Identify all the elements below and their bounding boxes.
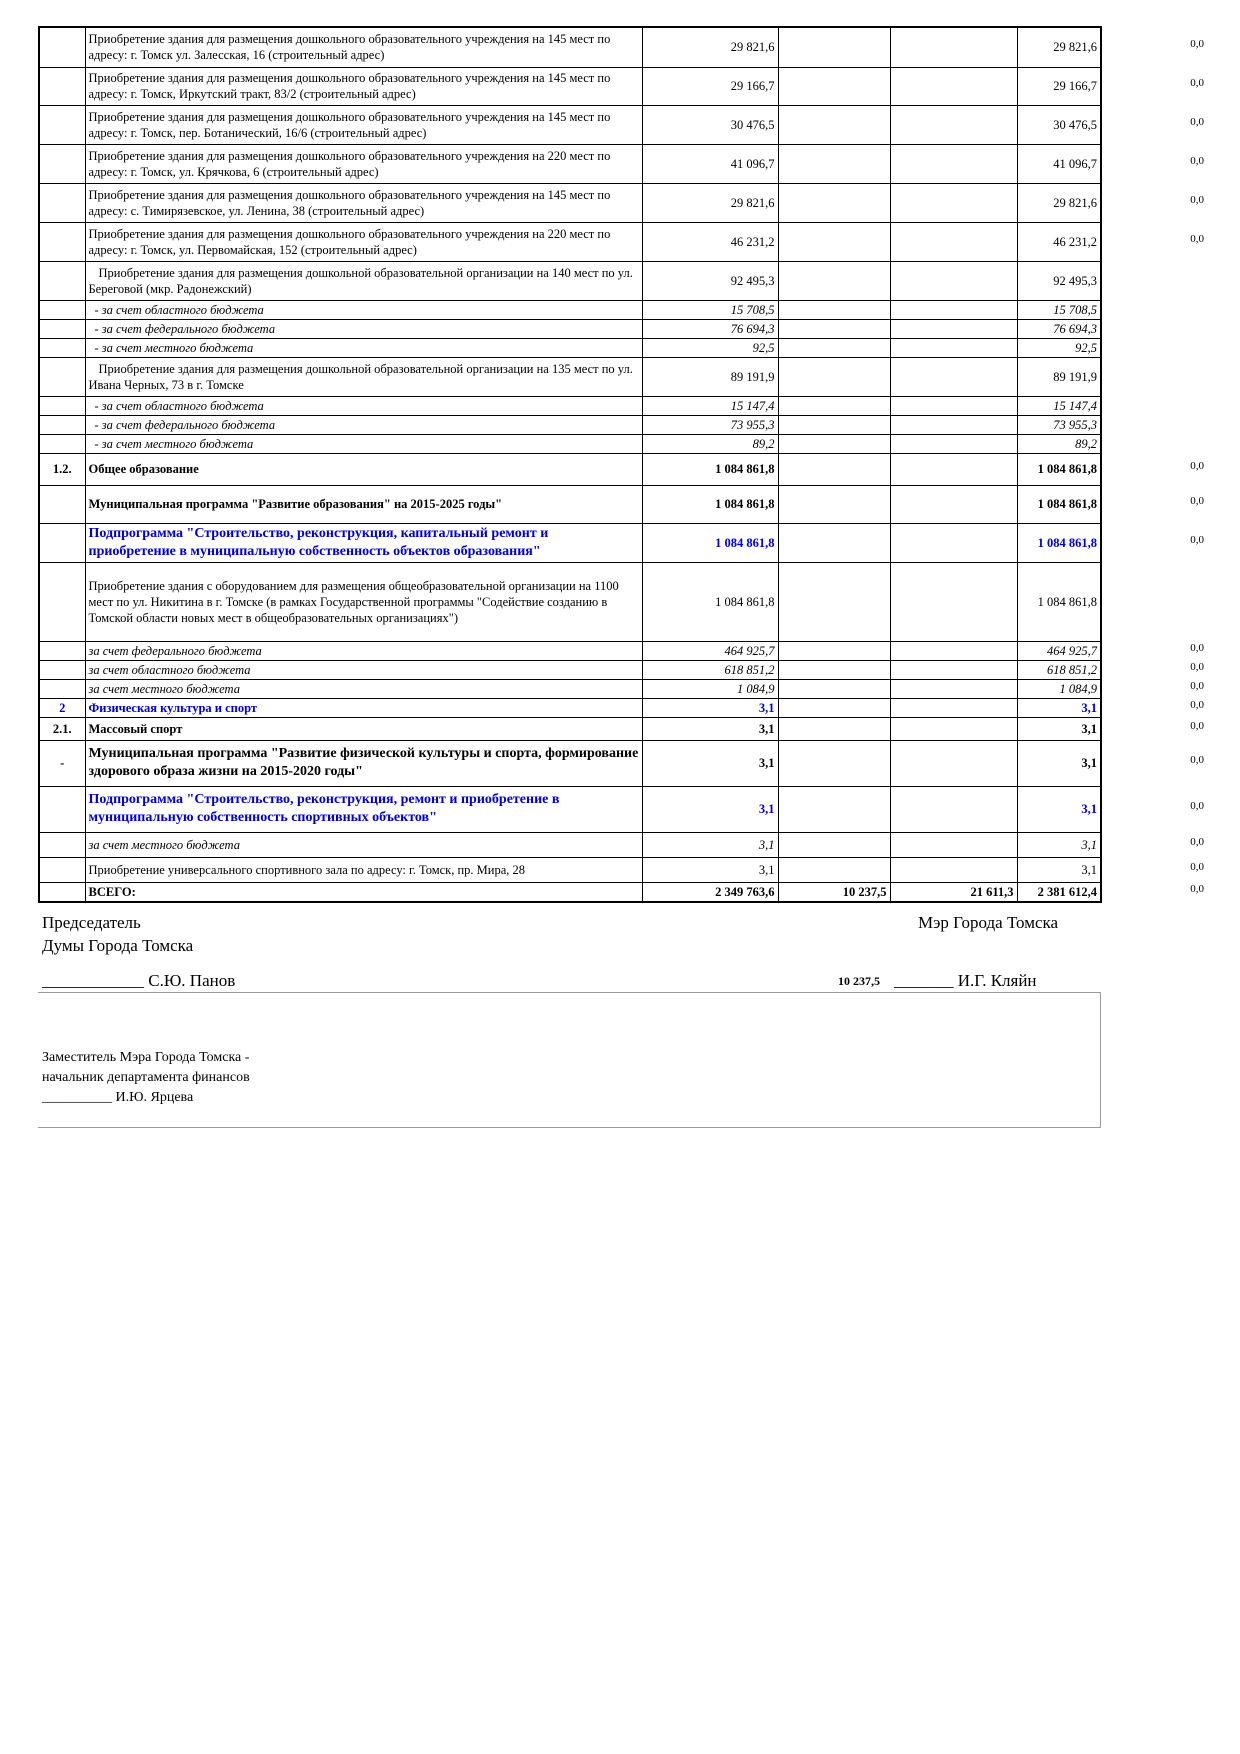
side-value: 0,0 — [1190, 698, 1204, 711]
row-name: ВСЕГО: — [85, 882, 642, 902]
row-amount-c2 — [778, 857, 890, 882]
row-amount-c2 — [778, 338, 890, 357]
row-amount-c3 — [890, 357, 1017, 396]
row-amount-c4: 73 955,3 — [1017, 415, 1101, 434]
row-amount-c4: 15 708,5 — [1017, 300, 1101, 319]
side-value: 0,0 — [1190, 860, 1204, 873]
table-row — [39, 144, 1101, 183]
row-name: - за счет местного бюджета — [85, 338, 642, 357]
row-code — [39, 679, 85, 698]
row-code — [39, 261, 85, 300]
row-amount-c3 — [890, 562, 1017, 641]
row-amount-c1: 3,1 — [642, 857, 778, 882]
row-amount-c2 — [778, 786, 890, 832]
row-name: Приобретение здания для размещения дошкольного образовательного учреждения на 220 мест по адресу: г. Томск, ул. Первомайская, 152 (строительный адрес) — [85, 222, 642, 261]
row-code — [39, 660, 85, 679]
row-amount-c1: 3,1 — [642, 786, 778, 832]
row-name: - за счет местного бюджета — [85, 434, 642, 453]
row-code — [39, 485, 85, 523]
row-amount-c2 — [778, 27, 890, 67]
row-amount-c4: 46 231,2 — [1017, 222, 1101, 261]
row-amount-c3 — [890, 523, 1017, 562]
row-code — [39, 222, 85, 261]
row-amount-c1: 1 084,9 — [642, 679, 778, 698]
row-amount-c3 — [890, 453, 1017, 485]
row-code — [39, 786, 85, 832]
row-code — [39, 338, 85, 357]
row-amount-c4: 41 096,7 — [1017, 144, 1101, 183]
row-amount-c2 — [778, 144, 890, 183]
row-name: Приобретение универсального спортивного зала по адресу: г. Томск, пр. Мира, 28 — [85, 857, 642, 882]
row-amount-c4: 15 147,4 — [1017, 396, 1101, 415]
row-amount-c1: 3,1 — [642, 740, 778, 786]
table-row — [39, 183, 1101, 222]
table-row — [39, 261, 1101, 300]
table-row — [39, 857, 1101, 882]
row-amount-c4: 1 084,9 — [1017, 679, 1101, 698]
deputy-title-line2: начальник департамента финансов — [42, 1070, 250, 1085]
row-amount-c3 — [890, 434, 1017, 453]
row-amount-c4: 2 381 612,4 — [1017, 882, 1101, 902]
row-amount-c3 — [890, 319, 1017, 338]
table-row — [39, 357, 1101, 396]
row-amount-c2 — [778, 485, 890, 523]
row-amount-c4: 3,1 — [1017, 717, 1101, 740]
side-value: 0,0 — [1190, 835, 1204, 848]
row-amount-c2 — [778, 679, 890, 698]
mayor-title: Мэр Города Томска — [918, 913, 1059, 932]
row-amount-c1: 3,1 — [642, 832, 778, 857]
row-name: Общее образование — [85, 453, 642, 485]
table-row — [39, 698, 1101, 717]
side-value: 0,0 — [1190, 115, 1204, 128]
row-code — [39, 27, 85, 67]
row-amount-c4: 29 821,6 — [1017, 27, 1101, 67]
row-amount-c1: 1 084 861,8 — [642, 453, 778, 485]
row-amount-c1: 3,1 — [642, 717, 778, 740]
row-amount-c1: 15 147,4 — [642, 396, 778, 415]
chairman-title-line1: Председатель — [42, 913, 141, 932]
row-code — [39, 144, 85, 183]
table-row — [39, 562, 1101, 641]
row-name: за счет областного бюджета — [85, 660, 642, 679]
table-row — [39, 222, 1101, 261]
table-row — [39, 740, 1101, 786]
table-row — [39, 660, 1101, 679]
row-amount-c2 — [778, 641, 890, 660]
row-code — [39, 882, 85, 902]
row-amount-c2 — [778, 222, 890, 261]
row-name: Приобретение здания для размещения дошкольной образовательной организации на 135 мест по ул. Ивана Черных, 73 в г. Томске — [85, 357, 642, 396]
side-value: 0,0 — [1190, 719, 1204, 732]
table-row — [39, 434, 1101, 453]
row-amount-c1: 618 851,2 — [642, 660, 778, 679]
row-amount-c3 — [890, 105, 1017, 144]
row-amount-c3 — [890, 300, 1017, 319]
table-row — [39, 786, 1101, 832]
row-amount-c2 — [778, 357, 890, 396]
row-amount-c3 — [890, 857, 1017, 882]
table-row — [39, 396, 1101, 415]
table-row — [39, 717, 1101, 740]
row-amount-c2 — [778, 183, 890, 222]
row-amount-c3 — [890, 183, 1017, 222]
row-amount-c2 — [778, 434, 890, 453]
table-row — [39, 415, 1101, 434]
row-amount-c1: 73 955,3 — [642, 415, 778, 434]
row-amount-c1: 89,2 — [642, 434, 778, 453]
row-amount-c1: 89 191,9 — [642, 357, 778, 396]
row-amount-c4: 618 851,2 — [1017, 660, 1101, 679]
row-name: Приобретение здания для размещения дошкольного образовательного учреждения на 220 мест по адресу: г. Томск, ул. Крячкова, 6 (строительный адрес) — [85, 144, 642, 183]
row-amount-c2 — [778, 562, 890, 641]
side-value: 0,0 — [1190, 660, 1204, 673]
row-amount-c1: 41 096,7 — [642, 144, 778, 183]
row-amount-c1: 2 349 763,6 — [642, 882, 778, 902]
row-name: Физическая культура и спорт — [85, 698, 642, 717]
table-row — [39, 338, 1101, 357]
table-row — [39, 27, 1101, 67]
row-amount-c2 — [778, 261, 890, 300]
row-code: - — [39, 740, 85, 786]
row-name: за счет местного бюджета — [85, 832, 642, 857]
row-amount-c3 — [890, 67, 1017, 105]
row-amount-c2 — [778, 67, 890, 105]
row-amount-c3 — [890, 740, 1017, 786]
chairman-title-line2: Думы Города Томска — [42, 936, 194, 955]
row-code: 1.2. — [39, 453, 85, 485]
row-name: - за счет областного бюджета — [85, 396, 642, 415]
row-amount-c3 — [890, 485, 1017, 523]
row-amount-c3 — [890, 786, 1017, 832]
mayor-amount: 10 237,5 — [838, 974, 880, 988]
row-amount-c2 — [778, 523, 890, 562]
row-amount-c4: 1 084 861,8 — [1017, 453, 1101, 485]
row-amount-c2 — [778, 415, 890, 434]
row-amount-c3 — [890, 396, 1017, 415]
row-amount-c2: 10 237,5 — [778, 882, 890, 902]
table-row — [39, 832, 1101, 857]
row-amount-c4: 1 084 861,8 — [1017, 485, 1101, 523]
table-body — [39, 27, 1101, 902]
row-name: Приобретение здания для размещения дошкольного образовательного учреждения на 145 мест по адресу: с. Тимирязевское, ул. Ленина, 38 (строительный адрес) — [85, 183, 642, 222]
table-row — [39, 67, 1101, 105]
row-name: Приобретение здания для размещения дошкольного образовательного учреждения на 145 мест по адресу: г. Томск ул. Залесская, 16 (строительный адрес) — [85, 27, 642, 67]
row-amount-c4: 3,1 — [1017, 786, 1101, 832]
row-name: - за счет федерального бюджета — [85, 319, 642, 338]
row-amount-c4: 3,1 — [1017, 698, 1101, 717]
row-name: Муниципальная программа "Развитие образования" на 2015-2025 годы" — [85, 485, 642, 523]
row-amount-c2 — [778, 300, 890, 319]
row-amount-c2 — [778, 660, 890, 679]
row-amount-c3 — [890, 641, 1017, 660]
row-amount-c2 — [778, 319, 890, 338]
row-amount-c1: 1 084 861,8 — [642, 485, 778, 523]
row-amount-c4: 92 495,3 — [1017, 261, 1101, 300]
row-name: Приобретение здания для размещения дошкольного образовательного учреждения на 145 мест по адресу: г. Томск, Иркутский тракт, 83/2 (строительный адрес) — [85, 67, 642, 105]
deputy-title-line1: Заместитель Мэра Города Томска - — [42, 1050, 250, 1065]
row-amount-c4: 89,2 — [1017, 434, 1101, 453]
row-code — [39, 857, 85, 882]
row-amount-c1: 29 821,6 — [642, 27, 778, 67]
row-amount-c3 — [890, 27, 1017, 67]
row-code — [39, 415, 85, 434]
row-name: Подпрограмма "Строительство, реконструкция, ремонт и приобретение в муниципальную собственность спортивных объектов" — [85, 786, 642, 832]
row-amount-c3 — [890, 832, 1017, 857]
side-value: 0,0 — [1190, 882, 1204, 895]
row-code — [39, 183, 85, 222]
table-row — [39, 641, 1101, 660]
row-code: 2.1. — [39, 717, 85, 740]
row-code — [39, 832, 85, 857]
side-value: 0,0 — [1190, 154, 1204, 167]
row-amount-c4: 3,1 — [1017, 832, 1101, 857]
row-name: Приобретение здания для размещения дошкольного образовательного учреждения на 145 мест по адресу: г. Томск, пер. Ботанический, 16/6 (строительный адрес) — [85, 105, 642, 144]
side-value: 0,0 — [1190, 38, 1204, 50]
row-amount-c3 — [890, 698, 1017, 717]
row-code — [39, 319, 85, 338]
side-value: 0,0 — [1190, 533, 1204, 546]
row-name: за счет федерального бюджета — [85, 641, 642, 660]
row-amount-c2 — [778, 717, 890, 740]
side-value: 0,0 — [1190, 495, 1204, 507]
table-row — [39, 105, 1101, 144]
row-name: Муниципальная программа "Развитие физической культуры и спорта, формирование здорового образа жизни на 2015-2020 годы" — [85, 740, 642, 786]
row-amount-c1: 46 231,2 — [642, 222, 778, 261]
row-amount-c3 — [890, 717, 1017, 740]
row-code — [39, 105, 85, 144]
side-value: 0,0 — [1190, 800, 1204, 812]
row-amount-c1: 3,1 — [642, 698, 778, 717]
row-name: Подпрограмма "Строительство, реконструкция, капитальный ремонт и приобретение в муниципальную собственность объектов образования" — [85, 523, 642, 562]
deputy-signature-line: __________ И.Ю. Ярцева — [42, 1090, 194, 1105]
row-amount-c4: 29 166,7 — [1017, 67, 1101, 105]
table-row — [39, 319, 1101, 338]
row-code: 2 — [39, 698, 85, 717]
row-code — [39, 357, 85, 396]
table-row — [39, 882, 1101, 902]
row-code — [39, 67, 85, 105]
row-code — [39, 523, 85, 562]
chairman-signature-line: ____________ С.Ю. Панов — [42, 971, 236, 990]
row-amount-c3 — [890, 679, 1017, 698]
side-value: 0,0 — [1190, 460, 1204, 472]
row-code — [39, 300, 85, 319]
row-amount-c4: 3,1 — [1017, 740, 1101, 786]
row-amount-c1: 15 708,5 — [642, 300, 778, 319]
row-name: Массовый спорт — [85, 717, 642, 740]
row-amount-c1: 29 166,7 — [642, 67, 778, 105]
row-amount-c2 — [778, 453, 890, 485]
row-amount-c4: 92,5 — [1017, 338, 1101, 357]
budget-table — [38, 26, 1102, 903]
row-amount-c4: 3,1 — [1017, 857, 1101, 882]
row-amount-c1: 92,5 — [642, 338, 778, 357]
row-amount-c2 — [778, 740, 890, 786]
row-amount-c4: 89 191,9 — [1017, 357, 1101, 396]
row-code — [39, 434, 85, 453]
row-amount-c3 — [890, 222, 1017, 261]
row-amount-c2 — [778, 396, 890, 415]
row-amount-c3 — [890, 144, 1017, 183]
table-row — [39, 453, 1101, 485]
row-name: Приобретение здания с оборудованием для размещения общеобразовательной организации на 1100 мест по ул. Никитина в г. Томске (в рамках Государственной программы "Содействие созданию в Томской области новых мест в общеобразовательных организациях") — [85, 562, 642, 641]
side-value: 0,0 — [1190, 679, 1204, 692]
row-amount-c4: 464 925,7 — [1017, 641, 1101, 660]
row-amount-c3 — [890, 660, 1017, 679]
row-amount-c4: 76 694,3 — [1017, 319, 1101, 338]
table-row — [39, 679, 1101, 698]
row-code — [39, 396, 85, 415]
row-amount-c3 — [890, 261, 1017, 300]
side-value: 0,0 — [1190, 193, 1204, 206]
table-row — [39, 300, 1101, 319]
row-amount-c3 — [890, 338, 1017, 357]
row-amount-c1: 76 694,3 — [642, 319, 778, 338]
side-value: 0,0 — [1190, 641, 1204, 654]
side-value: 0,0 — [1190, 77, 1204, 89]
row-name: за счет местного бюджета — [85, 679, 642, 698]
row-amount-c4: 1 084 861,8 — [1017, 562, 1101, 641]
row-amount-c3: 21 611,3 — [890, 882, 1017, 902]
row-amount-c3 — [890, 415, 1017, 434]
row-amount-c1: 464 925,7 — [642, 641, 778, 660]
row-code — [39, 562, 85, 641]
mayor-signature-line: _______ И.Г. Кляйн — [894, 971, 1037, 990]
row-amount-c1: 29 821,6 — [642, 183, 778, 222]
row-amount-c4: 30 476,5 — [1017, 105, 1101, 144]
row-name: - за счет областного бюджета — [85, 300, 642, 319]
table-row — [39, 485, 1101, 523]
row-amount-c2 — [778, 698, 890, 717]
row-amount-c2 — [778, 832, 890, 857]
row-amount-c1: 30 476,5 — [642, 105, 778, 144]
side-value: 0,0 — [1190, 232, 1204, 245]
row-amount-c2 — [778, 105, 890, 144]
table-row — [39, 523, 1101, 562]
side-value: 0,0 — [1190, 754, 1204, 766]
row-amount-c1: 1 084 861,8 — [642, 523, 778, 562]
row-amount-c4: 29 821,6 — [1017, 183, 1101, 222]
row-name: - за счет федерального бюджета — [85, 415, 642, 434]
row-amount-c4: 1 084 861,8 — [1017, 523, 1101, 562]
row-amount-c1: 92 495,3 — [642, 261, 778, 300]
row-amount-c1: 1 084 861,8 — [642, 562, 778, 641]
row-name: Приобретение здания для размещения дошкольной образовательной организации на 140 мест по ул. Береговой (мкр. Радонежский) — [85, 261, 642, 300]
row-code — [39, 641, 85, 660]
